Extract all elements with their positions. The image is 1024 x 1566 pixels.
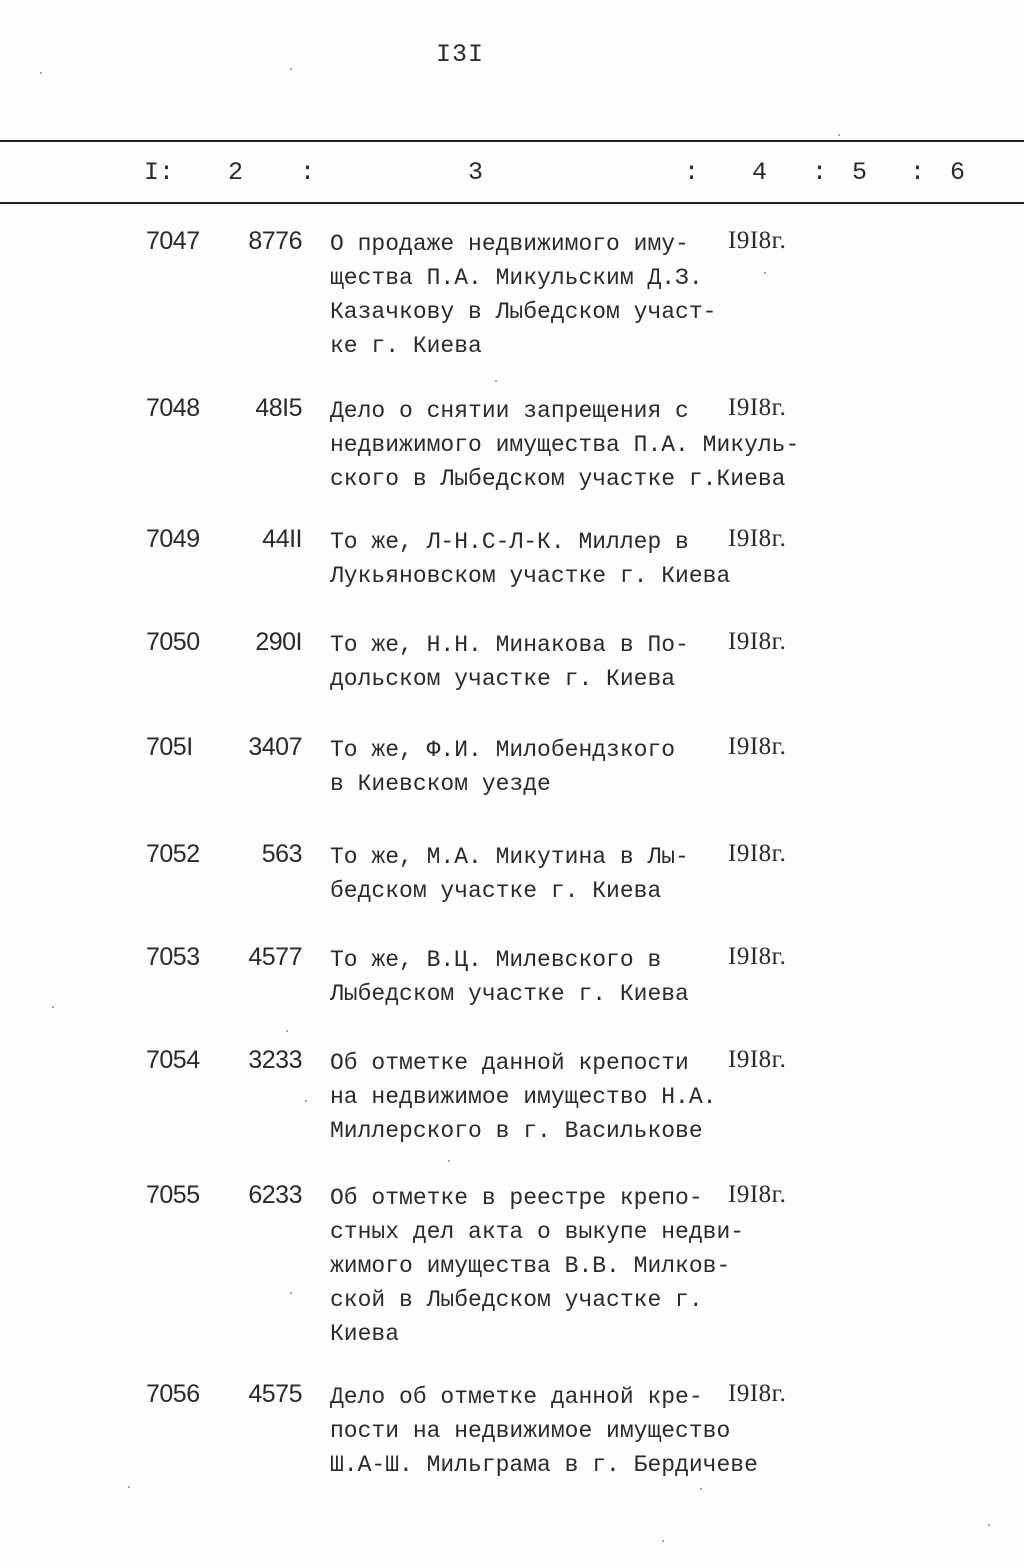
entry-title-line: жимого имущества В.В. Милков- <box>330 1253 731 1279</box>
entry-title-line: ского в Лыбедском участке г.Киева <box>330 466 786 492</box>
scan-speck <box>988 1524 990 1526</box>
entry-title-line: Дело об отметке данной кре- <box>330 1384 703 1410</box>
entry-year: I9I8г. <box>728 525 787 552</box>
entry-title-line: бедском участке г. Киева <box>330 878 662 904</box>
entry-number: 7047 <box>146 227 200 255</box>
entry-number: 7053 <box>146 943 200 971</box>
entry-title-line: То же, М.А. Микутина в Лы- <box>330 844 689 870</box>
entry-year: I9I8г. <box>728 1380 787 1407</box>
entry-title-line: То же, Л-Н.С-Л-К. Миллер в <box>330 529 689 555</box>
entry-title-line: недвижимого имущества П.А. Микуль- <box>330 432 800 458</box>
column-header-6: 6 <box>950 158 966 187</box>
scan-speck <box>286 1030 288 1032</box>
column-separator: : <box>910 158 926 187</box>
entry-number: 7050 <box>146 628 200 656</box>
entry-year: I9I8г. <box>728 1046 787 1073</box>
entry-number: 7055 <box>146 1181 200 1209</box>
scan-speck <box>448 1160 450 1162</box>
header-rule-bottom <box>0 202 1024 204</box>
entry-title-line: О продаже недвижимого иму- <box>330 231 689 257</box>
entry-year: I9I8г. <box>728 227 787 254</box>
entry-year: I9I8г. <box>728 733 787 760</box>
entry-title-line: щества П.А. Микульским Д.З. <box>330 265 703 291</box>
entry-reference: 6233 <box>248 1181 302 1209</box>
entry-title-line: ке г. Киева <box>330 333 482 359</box>
column-header-3: 3 <box>468 158 484 187</box>
entry-title-line: Дело о снятии запрещения с <box>330 398 689 424</box>
column-separator: : <box>684 158 700 187</box>
scan-speck <box>764 272 766 274</box>
column-header-2: 2 <box>228 158 244 187</box>
entry-number: 7052 <box>146 840 200 868</box>
header-rule-top <box>0 140 1024 142</box>
scan-speck <box>128 1486 130 1488</box>
entry-title-line: Казачкову в Лыбедском участ- <box>330 299 717 325</box>
entry-year: I9I8г. <box>728 628 787 655</box>
entry-title-line: стных дел акта о выкупе недви- <box>330 1219 745 1245</box>
entry-title-line: в Киевском уезде <box>330 771 551 797</box>
entry-title-line: Киева <box>330 1321 400 1347</box>
column-header-4: 4 <box>752 158 768 187</box>
column-separator: : <box>812 158 828 187</box>
entry-title-line: То же, Н.Н. Минакова в По- <box>330 632 689 658</box>
entry-reference: 3407 <box>248 733 302 761</box>
entry-reference: 4575 <box>248 1380 302 1408</box>
column-header-1: I: <box>144 158 175 187</box>
entry-title-line: Ш.А-Ш. Мильграма в г. Бердичеве <box>330 1452 758 1478</box>
scan-speck <box>290 68 292 70</box>
entry-reference: 3233 <box>248 1046 302 1074</box>
entry-year: I9I8г. <box>728 1181 787 1208</box>
entry-title-line: Об отметке данной крепости <box>330 1050 689 1076</box>
entry-reference: 4577 <box>248 943 302 971</box>
entry-number: 7056 <box>146 1380 200 1408</box>
scan-speck <box>305 1100 307 1102</box>
entry-title-line: пости на недвижимое имущество <box>330 1418 731 1444</box>
scan-speck <box>290 1292 292 1294</box>
entry-reference: 563 <box>261 840 302 868</box>
entry-reference: 44II <box>262 525 302 553</box>
entry-title-line: Лукьяновском участке г. Киева <box>330 563 731 589</box>
entry-number: 705I <box>146 733 193 761</box>
entry-title-line: дольском участке г. Киева <box>330 666 676 692</box>
entry-reference: 290I <box>255 628 302 656</box>
scan-speck <box>662 1540 664 1542</box>
entry-title-line: То же, Ф.И. Милобендзкого <box>330 737 676 763</box>
entry-number: 7049 <box>146 525 200 553</box>
entry-number: 7048 <box>146 394 200 422</box>
entry-title-line: Об отметке в реестре крепо- <box>330 1185 703 1211</box>
entry-reference: 8776 <box>248 227 302 255</box>
scan-speck <box>700 1488 702 1490</box>
page-number: I3I <box>436 40 485 69</box>
entry-year: I9I8г. <box>728 943 787 970</box>
entry-title-line: Лыбедском участке г. Киева <box>330 981 689 1007</box>
scan-speck <box>52 1006 54 1008</box>
entry-title-line: ской в Лыбедском участке г. <box>330 1287 703 1313</box>
scan-speck <box>40 72 42 74</box>
entry-title-line: Миллерского в г. Василькове <box>330 1118 703 1144</box>
scan-speck <box>495 380 497 382</box>
column-header-5: 5 <box>852 158 868 187</box>
entry-title-line: То же, В.Ц. Милевского в <box>330 947 662 973</box>
scan-speck <box>838 134 840 136</box>
entry-reference: 48I5 <box>255 394 302 422</box>
entry-year: I9I8г. <box>728 394 787 421</box>
column-separator: : <box>300 158 316 187</box>
entry-number: 7054 <box>146 1046 200 1074</box>
entry-title-line: на недвижимое имущество Н.А. <box>330 1084 717 1110</box>
entry-year: I9I8г. <box>728 840 787 867</box>
